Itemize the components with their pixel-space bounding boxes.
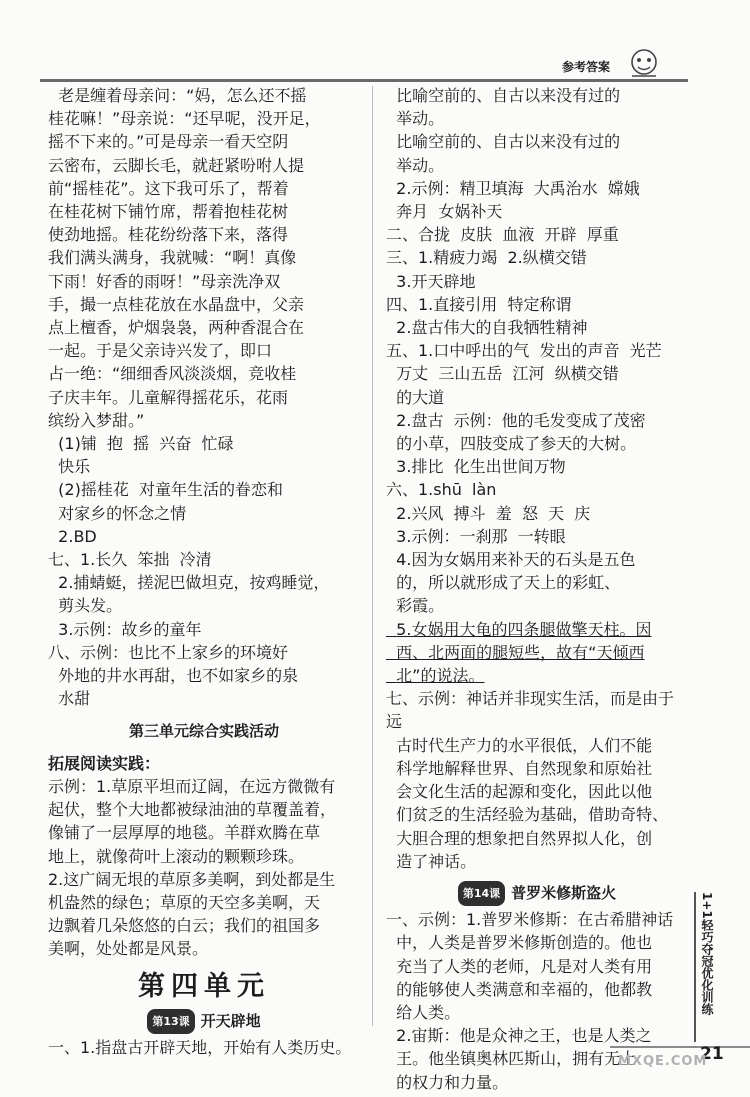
- answer-line: 一、示例：1.普罗米修斯：在古希腊神话: [386, 910, 674, 930]
- answer-line: 下雨！好香的雨呀！”母亲洗净双: [48, 271, 281, 291]
- answer-line: 科学地解释世界、自然现象和原始社: [386, 758, 653, 778]
- answer-line: 古时代生产力的水平很低，人们不能: [386, 735, 653, 755]
- answer-line: 万丈 三山五岳 江河 纵横交错: [386, 364, 619, 384]
- extension-heading: 拓展阅读实践：: [48, 753, 161, 773]
- left-column: [48, 84, 360, 1059]
- answer-line: 像铺了一层厚厚的地毯。羊群欢腾在草: [48, 823, 321, 843]
- answer-line: 边飘着几朵悠悠的白云；我们的祖国多: [48, 916, 321, 936]
- answer-line: 的小草，四肢变成了参天的大树。: [386, 434, 637, 454]
- answer-line: 老是缠着母亲问：“妈，怎么还不摇: [48, 86, 307, 105]
- answer-line: 四、1.直接引用 特定称谓: [386, 294, 572, 314]
- answer-line: 2.BD: [48, 526, 97, 546]
- answer-line: 摇不下来的。”可是母亲一看天空阴: [48, 132, 289, 152]
- answer-line: 示例：1.草原平坦而辽阔，在远方微微有: [48, 776, 336, 796]
- answer-line: 3.示例：一刹那 一转眼: [386, 526, 566, 546]
- right-answers-block-1: [386, 84, 688, 618]
- answer-line: 举动。: [386, 155, 445, 175]
- answer-line: 水甜: [48, 689, 91, 709]
- book-title-tab: 1+1轻巧夺冠优化训练: [694, 892, 716, 1042]
- answer-line: 5.女娲用大龟的四条腿做擎天柱。因: [386, 619, 652, 639]
- answer-line: (1)铺 抱 摇 兴奋 忙碌: [48, 434, 234, 454]
- answer-line: 彩霞。: [386, 596, 445, 616]
- mascot-icon: [622, 46, 666, 82]
- answer-line: 七、示例：神话并非现实生活，而是由于远: [386, 689, 675, 732]
- answer-line: 大胆合理的想象把自然界拟人化，创: [386, 828, 653, 848]
- answer-line: 奔月 女娲补天: [386, 202, 503, 222]
- answer-line: 桂花嘛！”母亲说：“还早呢，没开足，: [48, 109, 321, 129]
- right-column: [386, 84, 688, 1094]
- left-answers-block-2: [48, 775, 360, 961]
- answer-line: 西、北两面的腿短些，故有“天倾西: [386, 642, 645, 662]
- footer-rule: [610, 1046, 750, 1048]
- answer-line: 给人类。: [386, 1002, 461, 1022]
- answer-line: 充当了人类的老师，凡是对人类有用: [386, 956, 653, 976]
- answer-line: 2.捕蜻蜓，搓泥巴做坦克，按鸡睡觉，: [48, 573, 330, 593]
- answer-line: 剪头发。: [48, 596, 123, 616]
- answer-line: 地上，就像荷叶上滚动的颗颗珍珠。: [48, 846, 305, 866]
- header-rule: [40, 79, 688, 82]
- answer-line: 云密布，云脚长毛，就赶紧吩咐人提: [48, 155, 305, 175]
- answer-line: 对家乡的怀念之情: [48, 503, 187, 523]
- unit-title: 第四单元: [138, 970, 270, 1002]
- answer-line: 比喻空前的、自古以来没有过的: [386, 86, 621, 105]
- answer-line: 会文化生活的起源和变化，因此以他: [386, 782, 653, 802]
- lesson-badge: 第13课: [147, 1009, 194, 1034]
- answer-line: 2.盘古 示例：他的毛发变成了茂密: [386, 410, 646, 430]
- answer-line: 4.因为女娲用来补天的石头是五色: [386, 550, 636, 570]
- lesson-13-header: [48, 1009, 360, 1034]
- answer-line: 们贫乏的生活经验为基础，借助奇特、: [386, 805, 669, 825]
- answer-line: 占一绝：“细细香风淡淡烟，竞收桂: [48, 364, 297, 384]
- answer-line: 点上檀香，炉烟袅袅，两种香混合在: [48, 318, 305, 338]
- watermark: MXQE.COM: [618, 1054, 708, 1069]
- right-answers-block-2: [386, 687, 688, 873]
- answer-line: 五、1.口中呼出的气 发出的声音 光芒: [386, 341, 662, 361]
- answer-line: 北”的说法。: [386, 666, 485, 686]
- answer-line: 的权力和力量。: [386, 1072, 509, 1092]
- answer-line: 3.示例：故乡的童年: [48, 619, 202, 639]
- lesson-title: 普罗米修斯盗火: [511, 883, 617, 902]
- answer-line: 美啊，处处都是风景。: [48, 939, 209, 959]
- answer-line: 2.盘古伟大的自我牺牲精神: [386, 318, 588, 338]
- answer-line: 一起。于是父亲诗兴发了，即口: [48, 341, 273, 361]
- answer-line: 在桂花树下铺竹席，帮着抱桂花树: [48, 202, 289, 222]
- answer-line: 七、1.长久 笨拙 冷清: [48, 550, 212, 570]
- answer-line: 八、示例：也比不上家乡的环境好: [48, 642, 289, 662]
- answer-line: 手，撮一点桂花放在水晶盘中，父亲: [48, 294, 305, 314]
- underlined-answer: [386, 618, 688, 688]
- answer-line: 2.这广阔无垠的草原多美啊，到处都是生: [48, 869, 336, 889]
- answer-line: (2)摇桂花 对童年生活的眷恋和: [48, 480, 284, 500]
- answer-line: 我们满头满身，我就喊：“啊！真像: [48, 248, 297, 268]
- answer-line: 快乐: [48, 457, 91, 477]
- answer-line: 三、1.精疲力竭 2.纵横交错: [386, 248, 587, 268]
- answer-line: 缤纷入梦甜。”: [48, 410, 145, 430]
- answer-line: 使劲地摇。桂花纷纷落下来，落得: [48, 225, 289, 245]
- header-title: 参考答案: [562, 60, 611, 74]
- column-divider: [372, 86, 373, 1026]
- answer-line: 机盎然的绿色；草原的天空多美啊，天: [48, 892, 321, 912]
- answer-line: 六、1.shū làn: [386, 480, 497, 500]
- answer-line: 一、1.指盘古开辟天地，开始有人类历史。: [48, 1037, 352, 1057]
- answer-line: 的大道: [386, 387, 445, 407]
- answer-line: 举动。: [386, 109, 445, 129]
- answer-line: 造了神话。: [386, 851, 477, 871]
- answer-line: 3.排比 化生出世间万物: [386, 457, 566, 477]
- answer-line: 子庆丰年。儿童解得摇花乐，花雨: [48, 387, 289, 407]
- answer-line: 外地的井水再甜，也不如家乡的泉: [48, 666, 299, 686]
- section-title: 第三单元综合实践活动: [128, 722, 279, 741]
- answer-line: 的能够使人类满意和幸福的，他都教: [386, 979, 653, 999]
- answer-line: 前“摇桂花”。这下我可乐了，帮着: [48, 178, 289, 198]
- answer-line: 二、合拢 皮肤 血液 开辟 厚重: [386, 225, 619, 245]
- page-number: 21: [700, 1044, 724, 1064]
- left-answers-block-1: [48, 84, 360, 710]
- lesson-badge: 第14课: [458, 881, 505, 906]
- answer-line: 中，人类是普罗米修斯创造的。他也: [386, 933, 653, 953]
- answer-line: 2.示例：精卫填海 大禹治水 嫦娥: [386, 178, 640, 198]
- answer-line: 2.兴风 搏斗 羞 怒 天 庆: [386, 503, 591, 523]
- answer-line: 王。他坐镇奥林匹斯山，拥有无上: [386, 1049, 637, 1069]
- answer-line: 3.开天辟地: [386, 271, 476, 291]
- answer-line: 比喻空前的、自古以来没有过的: [386, 132, 621, 152]
- answer-line: 的，所以就形成了天上的彩虹、: [386, 573, 621, 593]
- answer-line: 2.宙斯：他是众神之王，也是人类之: [386, 1026, 652, 1046]
- answer-line: 起伏，整个大地都被绿油油的草覆盖着，: [48, 800, 337, 820]
- lesson-14-header: [386, 881, 688, 906]
- lesson-title: 开天辟地: [200, 1011, 261, 1030]
